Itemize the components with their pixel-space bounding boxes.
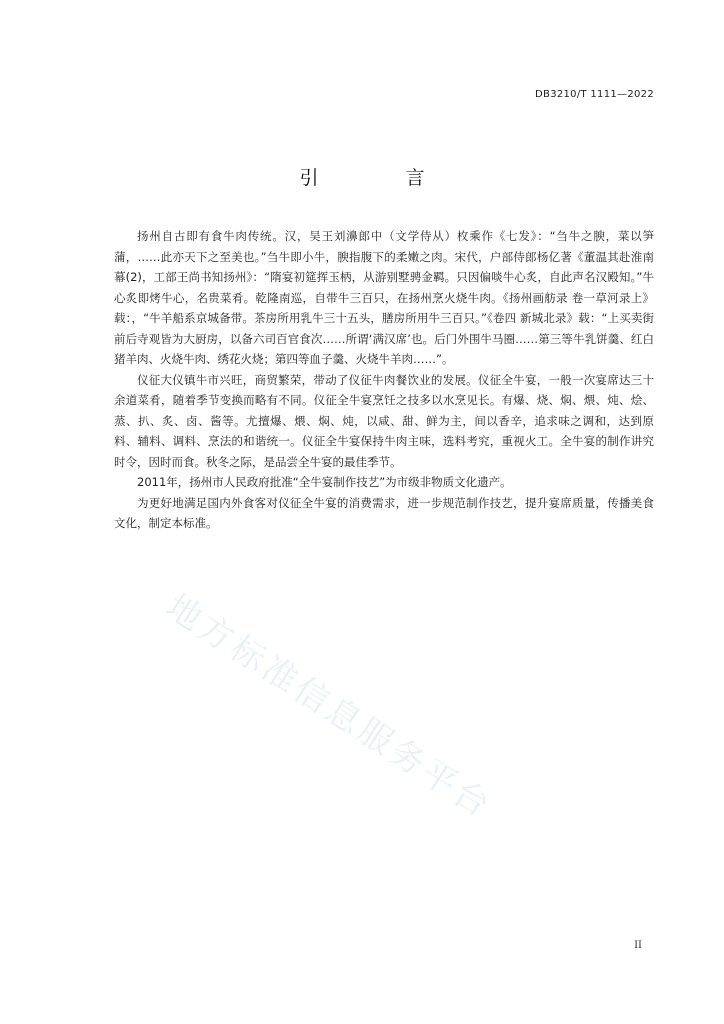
watermark: 地方标准信息服务平台 [158, 586, 500, 828]
introduction-body [114, 226, 654, 534]
page-number: II [634, 940, 642, 951]
page-title: 引 言 [299, 167, 459, 189]
paragraph-yizheng: 仪征大仪镇牛市兴旺，商贸繁荣，带动了仪征牛肉餐饮业的发展。仪征全牛宴，一般一次宴席达三十余道菜肴，随着季节变换而略有不同。仪征全牛宴烹饪之技多以水烹见长。有爆、烧、焖、煨、炖、烩、蒸、扒、炙、卤、酱等。尤擅爆、煨、焖、炖，以咸、甜、鲜为主，间以香辛，追求味之调和，达到原料、辅料、调料、烹法的和谐统一。仪征全牛宴保持牛肉主味，选料考究，重视火工。全牛宴的制作讲究时令，因时而食。秋冬之际，是品尝全牛宴的最佳季节。 [114, 372, 654, 469]
paragraph-purpose: 为更好地满足国内外食客对仪征全牛宴的消费需求，进一步规范制作技艺，提升宴席质量，传播美食文化，制定本标准。 [114, 495, 654, 530]
paragraph-history: 扬州自古即有食牛肉传统。汉，吴王刘濞郎中（文学侍从）枚乘作《七发》：“刍牛之腴，菜以笋蒲，……此亦天下之至美也。”刍牛即小牛，腴指腹下的柔嫩之肉。宋代，户部侍郎杨亿著《董温其赴淮南幕(2)，工部王尚书知扬州》：“隋宴初筵挥玉柄，从游别墅骋金羁。只因偏啖牛心炙，自此声名汉殿知。”牛心炙即烤牛心，名贵菜肴。乾隆南巡，自带牛三百只，在扬州烹火烧牛肉。《扬州画舫录 卷一草河录上》载：，“牛羊船系京城备带。茶房所用乳牛三十五头，膳房所用牛三百只。”《卷四 新城北录》载：“上买卖街前后寺观皆为大厨房，以备六司百官食次……所谓‘满汉席’也。后门外围牛马圈……第三等牛乳饼羹、红白猪羊肉、火烧牛肉、绣花火烧；第四等血子羹、火烧牛羊肉……”。 [114, 229, 654, 366]
paragraph-heritage: 2011年，扬州市人民政府批准“全牛宴制作技艺”为市级非物质文化遗产。 [137, 475, 512, 489]
standard-code: DB3210/T 1111—2022 [535, 89, 654, 100]
